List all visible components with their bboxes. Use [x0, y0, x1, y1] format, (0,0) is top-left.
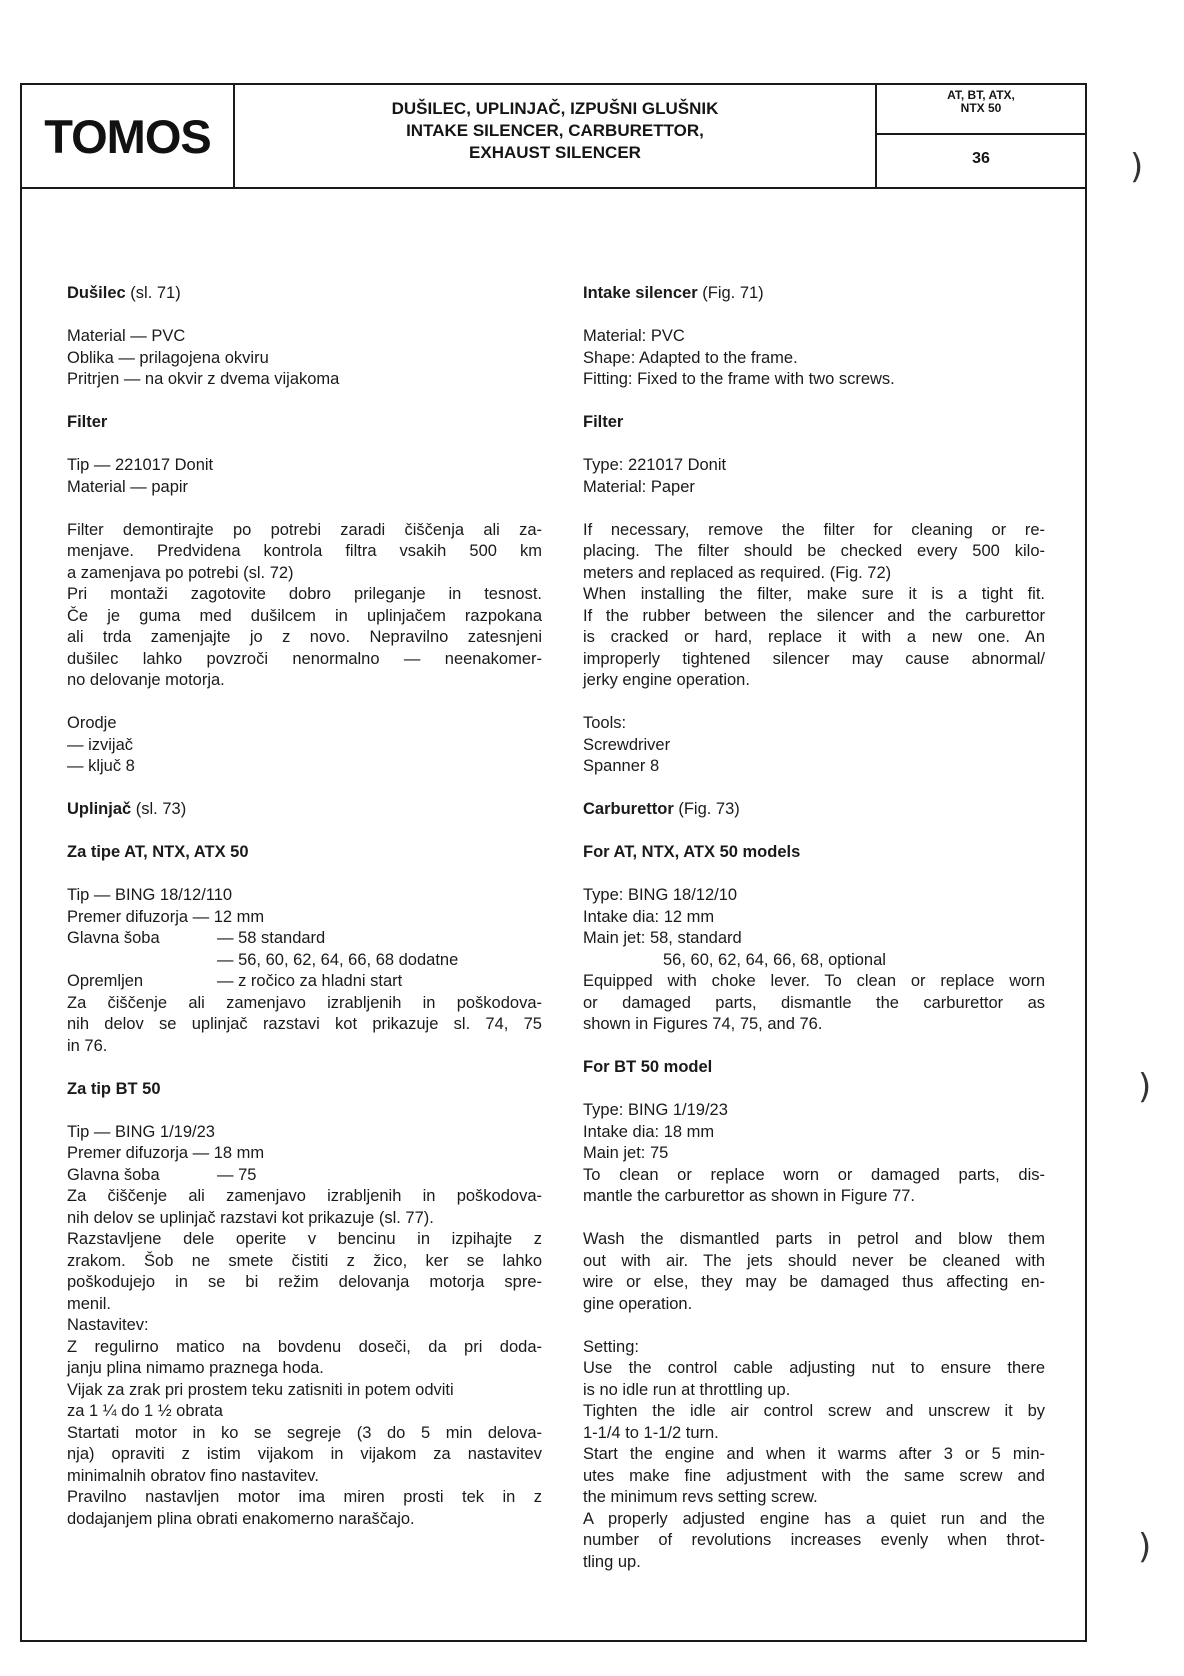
text-line: wire or else, they may be damaged thus affecting en- [583, 1273, 1045, 1291]
at-ntx-atx-specs [67, 885, 542, 1057]
bt-specs [583, 1100, 1045, 1208]
text-line: janju plina nimamo praznega hoda. [67, 1359, 324, 1377]
text-line: Nastavitev: [67, 1316, 149, 1334]
text-line: gine operation. [583, 1294, 693, 1313]
silencer-specs [583, 326, 1045, 391]
text-line: improperly tightened silencer may cause abnormal/ [583, 649, 1045, 668]
tomos-logo: TOMOS [44, 109, 211, 163]
page-number: 36 [972, 150, 990, 167]
spec-line: Shape: Adapted to the frame. [583, 348, 798, 367]
text-line: A properly adjusted engine has a quiet run and the [583, 1509, 1045, 1528]
tools-line: — izvijač [67, 735, 134, 754]
silencer-section [583, 283, 1045, 305]
text-line: dodajanjem plina obrati enakomerno naraščajo. [67, 1509, 415, 1528]
setting-paragraph [583, 1337, 1045, 1574]
spec-line: Intake dia: 18 mm [583, 1122, 715, 1141]
spec-line: Type: BING 1/19/23 [583, 1101, 728, 1119]
tools-line: Screwdriver [583, 735, 671, 754]
section-heading: Filter [67, 413, 108, 431]
text-line: menjave. Predvidena kontrola filtra vsakih 500 km [67, 542, 542, 560]
tools-list [583, 713, 1045, 778]
bt-jet-row [67, 1165, 542, 1187]
text-line: Wash the dismantled parts in petrol and blow them [583, 1230, 1045, 1248]
text-line: minimalnih obratov fino nastavitev. [67, 1466, 319, 1485]
models-line: AT, BT, ATX, [947, 88, 1015, 102]
wash-paragraph [583, 1229, 1045, 1315]
spec-line: Intake dia: 12 mm [583, 907, 715, 926]
text-line: mantle the carburettor as shown in Figure 77. [583, 1187, 916, 1205]
text-line: Za čiščenje ali zamenjavo izrabljenih in poškodova- [67, 993, 542, 1012]
text-line: out with air. The jets should never be cleaned with [583, 1251, 1045, 1270]
frame-bottom-border [20, 1640, 1087, 1642]
spec-line: Material — PVC [67, 327, 186, 345]
spec-line: Tip — 221017 Donit [67, 456, 214, 474]
text-line: no delovanje motorja. [67, 671, 225, 689]
spec-value: — 58 standard [217, 929, 326, 947]
at-ntx-atx-specs [583, 885, 1045, 1036]
tools-line: Tools: [583, 714, 627, 732]
text-line: utes make fine adjustment with the same screw and [583, 1466, 1045, 1485]
frame-left-border [20, 83, 22, 1641]
subsection-heading: For BT 50 model [583, 1058, 713, 1076]
text-line: Tighten the idle air control screw and unscrew it by [583, 1402, 1045, 1420]
spec-line: Material — papir [67, 477, 189, 496]
text-line: menil. [67, 1294, 112, 1313]
silencer-specs [67, 326, 542, 391]
text-line: Use the control cable adjusting nut to ensure there [583, 1359, 1045, 1377]
spec-line: Material: PVC [583, 327, 685, 345]
left-column [67, 283, 542, 1530]
page-title [235, 98, 875, 164]
text-line: Za čiščenje ali zamenjavo izrabljenih in poškodova- [67, 1187, 542, 1205]
text-line: is cracked or hard, replace it with a new one. An [583, 628, 1045, 646]
text-line: To clean or replace worn or damaged parts, dis- [583, 1165, 1045, 1184]
models-line: NTX 50 [960, 101, 1002, 115]
tools-line: Spanner 8 [583, 757, 660, 775]
text-line: is no idle run at throttling up. [583, 1380, 791, 1399]
figure-ref: (Fig. 71) [697, 284, 764, 302]
binder-hole-mark: ) [1138, 1067, 1152, 1107]
text-line: jerky engine operation. [583, 671, 750, 689]
filter-specs [67, 455, 542, 498]
models-label [877, 89, 1085, 115]
filter-paragraph [583, 520, 1045, 692]
bt-specs [67, 1122, 542, 1531]
spec-value: — 56, 60, 62, 64, 66, 68 dodatne [217, 950, 459, 969]
text-line: 1-1/4 to 1-1/2 turn. [583, 1423, 719, 1442]
spec-value: — 75 [217, 1165, 257, 1184]
text-line: or damaged parts, dismantle the carburettor as [583, 993, 1045, 1012]
header-bottom-border [20, 187, 1087, 189]
text-line: Pri montaži zagotovite dobro prileganje in tesnost. [67, 585, 542, 603]
tools-line: Orodje [67, 714, 117, 732]
title-line: DUŠILEC, UPLINJAČ, IZPUŠNI GLUŠNIK [391, 99, 719, 118]
section-heading: Carburettor [583, 800, 674, 818]
text-line: Z regulirno matico na bovdenu doseči, da pri doda- [67, 1337, 542, 1356]
text-line: zrakom. Šob ne smete čistiti z žico, ker se lahko [67, 1251, 542, 1270]
text-line: nja) opraviti z istim vijakom in vijakom za nastavitev [67, 1445, 542, 1463]
section-heading: Filter [583, 413, 624, 431]
text-line: Startati motor in ko se segreje (3 do 5 min delova- [67, 1423, 542, 1442]
carburettor-heading [67, 799, 542, 821]
section-heading: Dušilec [67, 284, 126, 302]
text-line: in 76. [67, 1036, 108, 1055]
text-line: shown in Figures 74, 75, and 76. [583, 1015, 823, 1033]
text-line: ali trda zamenjajte jo z novo. Nepravilno zatesnjeni [67, 628, 542, 646]
tools-line: — ključ 8 [67, 757, 135, 775]
spec-line: Premer difuzorja — 18 mm [67, 1144, 265, 1162]
spec-line: Type: 221017 Donit [583, 456, 727, 474]
main-jet-row [67, 928, 542, 950]
text-line: Start the engine and when it warms after 3 or 5 min- [583, 1445, 1045, 1463]
filter-specs [583, 455, 1045, 498]
figure-ref: (Fig. 73) [673, 800, 740, 818]
spec-label: Opremljen [67, 972, 144, 990]
spec-line: Premer difuzorja — 12 mm [67, 907, 265, 926]
spec-line: Tip — BING 18/12/110 [67, 886, 233, 904]
text-line: a zamenjava po potrebi (sl. 72) [67, 563, 294, 582]
spec-line: Pritrjen — na okvir z dvema vijakoma [67, 370, 340, 388]
text-line: If necessary, remove the filter for cleaning or re- [583, 520, 1045, 539]
frame-right-border [1085, 83, 1087, 1641]
text-line: If the rubber between the silencer and the carburettor [583, 606, 1045, 625]
subsection-heading: Za tip BT 50 [67, 1079, 161, 1098]
spec-line: Type: BING 18/12/10 [583, 886, 738, 904]
subsection-heading: For AT, NTX, ATX 50 models [583, 843, 801, 861]
text-line: Setting: [583, 1337, 639, 1356]
text-line: Razstavljene dele operite v bencinu in izpihajte z [67, 1230, 542, 1248]
text-line: meters and replaced as required. (Fig. 72) [583, 563, 892, 582]
subsection-heading: Za tipe AT, NTX, ATX 50 [67, 843, 249, 861]
spec-value: — z ročico za hladni start [217, 972, 403, 990]
section-heading: Intake silencer [583, 284, 698, 302]
text-line: poškodujejo in se bi režim delovanja motorja spre- [67, 1273, 542, 1291]
binder-hole-mark: ) [1130, 147, 1144, 187]
text-line: Filter demontirajte po potrebi zaradi čiščenja ali za- [67, 520, 542, 539]
text-line: Equipped with choke lever. To clean or replace worn [583, 972, 1045, 990]
text-line: Vijak za zrak pri prostem teku zatisniti in potem odviti [67, 1380, 454, 1399]
spec-line: Tip — BING 1/19/23 [67, 1122, 215, 1141]
text-line: tling up. [583, 1552, 641, 1571]
text-line: Pravilno nastavljen motor ima miren prosti tek in z [67, 1488, 542, 1506]
spec-line: Fitting: Fixed to the frame with two screws. [583, 370, 895, 388]
filter-paragraph [67, 520, 542, 692]
text-line: nih delov se uplinjač razstavi kot prikazuje (sl. 77). [67, 1208, 434, 1227]
text-line: dušilec lahko povzroči nenormalno — neenakomer- [67, 649, 542, 668]
spec-line: Oblika — prilagojena okviru [67, 348, 269, 367]
binder-hole-mark: ) [1138, 1527, 1152, 1567]
spec-label: Glavna šoba [67, 929, 160, 947]
text-line: When installing the filter, make sure it is a tight fit. [583, 585, 1045, 603]
spec-value: 56, 60, 62, 64, 66, 68, optional [663, 950, 886, 969]
spec-line: Material: Paper [583, 477, 695, 496]
figure-ref: (sl. 73) [131, 800, 187, 818]
section-heading: Uplinjač [67, 800, 132, 818]
title-line: INTAKE SILENCER, CARBURETTOR, [406, 121, 704, 140]
text-line: nih delov se uplinjač razstavi kot prikazuje sl. 74, 75 [67, 1015, 542, 1033]
silencer-section [67, 283, 542, 305]
tools-list [67, 713, 542, 778]
text-line: number of revolutions increases evenly when throt- [583, 1531, 1045, 1549]
spec-label: Glavna šoba [67, 1165, 160, 1184]
title-line: EXHAUST SILENCER [469, 143, 641, 162]
text-line: the minimum revs setting screw. [583, 1488, 818, 1506]
right-column [583, 283, 1045, 1573]
spec-line: Main jet: 58, standard [583, 929, 742, 947]
carburettor-heading [583, 799, 1045, 821]
text-line: Če je guma med dušilcem in uplinjačem razpokana [67, 606, 542, 625]
spec-line: Main jet: 75 [583, 1144, 669, 1162]
figure-ref: (sl. 71) [125, 284, 181, 302]
text-line: za 1 ¼ do 1 ½ obrata [67, 1402, 223, 1420]
text-line: placing. The filter should be checked every 500 kilo- [583, 542, 1045, 560]
models-page-divider [875, 133, 1087, 135]
equipped-row [67, 971, 542, 993]
